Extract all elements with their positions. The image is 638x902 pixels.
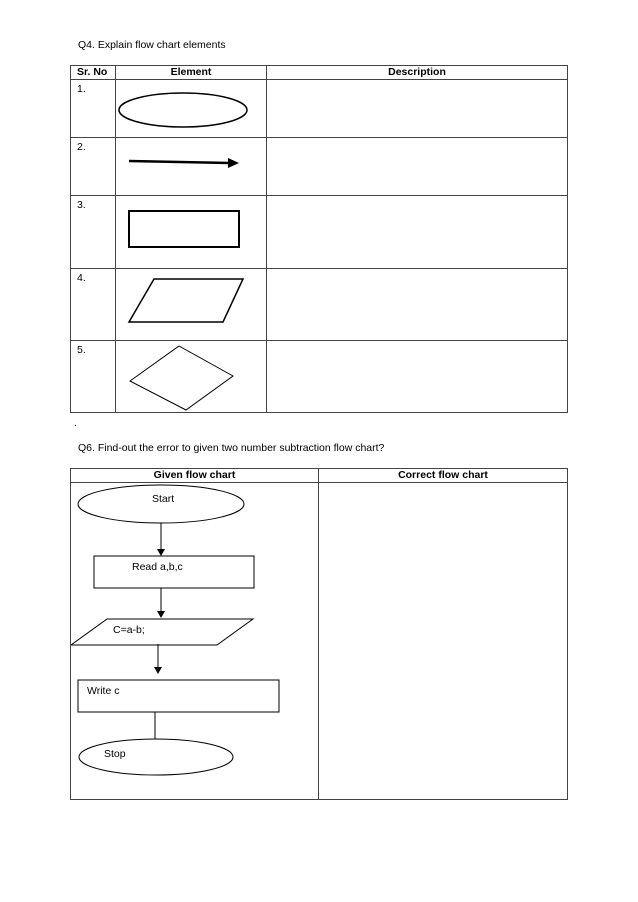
element-cell: [116, 138, 267, 196]
q4-elements-table: [70, 65, 568, 413]
q4-title: Q4. Explain flow chart elements: [78, 39, 226, 51]
table-row: [71, 341, 568, 413]
table-row: [71, 269, 568, 341]
table-row: [71, 138, 568, 196]
row-number: 2.: [71, 138, 116, 196]
write-label: Write c: [87, 685, 120, 697]
element-cell: [116, 196, 267, 269]
row-number: 5.: [71, 341, 116, 413]
parallelogram-icon: [116, 269, 267, 341]
given-flow-chart: [71, 483, 318, 799]
header-correct-flow-chart: Correct flow chart: [319, 469, 568, 483]
element-cell: [116, 269, 267, 341]
calc-parallelogram: [71, 619, 253, 645]
start-label: Start: [152, 493, 175, 505]
table-header-row: [71, 469, 568, 483]
header-sr-no: Sr. No: [71, 66, 116, 80]
stray-mark: .: [74, 418, 77, 429]
table-row: [71, 483, 568, 800]
given-flow-chart-cell: [71, 483, 319, 800]
calc-label: C=a-b;: [113, 624, 145, 636]
table-row: [71, 80, 568, 138]
header-description: Description: [267, 66, 568, 80]
header-element: Element: [116, 66, 267, 80]
description-cell[interactable]: [267, 269, 568, 341]
header-given-flow-chart: Given flow chart: [71, 469, 319, 483]
stop-terminal: [79, 739, 233, 775]
diamond-icon: [116, 341, 267, 413]
row-number: 4.: [71, 269, 116, 341]
q6-title: Q6. Find-out the error to given two number subtraction flow chart?: [78, 442, 385, 454]
description-cell[interactable]: [267, 80, 568, 138]
description-cell[interactable]: [267, 341, 568, 413]
ellipse-icon: [116, 80, 267, 138]
correct-flow-chart-cell[interactable]: [319, 483, 568, 800]
q6-flowchart-table: [70, 468, 568, 800]
row-number: 3.: [71, 196, 116, 269]
rectangle-icon: [116, 196, 267, 269]
element-cell: [116, 80, 267, 138]
table-header-row: [71, 66, 568, 80]
stop-label: Stop: [104, 748, 126, 760]
description-cell[interactable]: [267, 138, 568, 196]
table-row: [71, 196, 568, 269]
description-cell[interactable]: [267, 196, 568, 269]
read-label: Read a,b,c: [132, 561, 183, 573]
arrow-icon: [116, 138, 267, 196]
row-number: 1.: [71, 80, 116, 138]
element-cell: [116, 341, 267, 413]
